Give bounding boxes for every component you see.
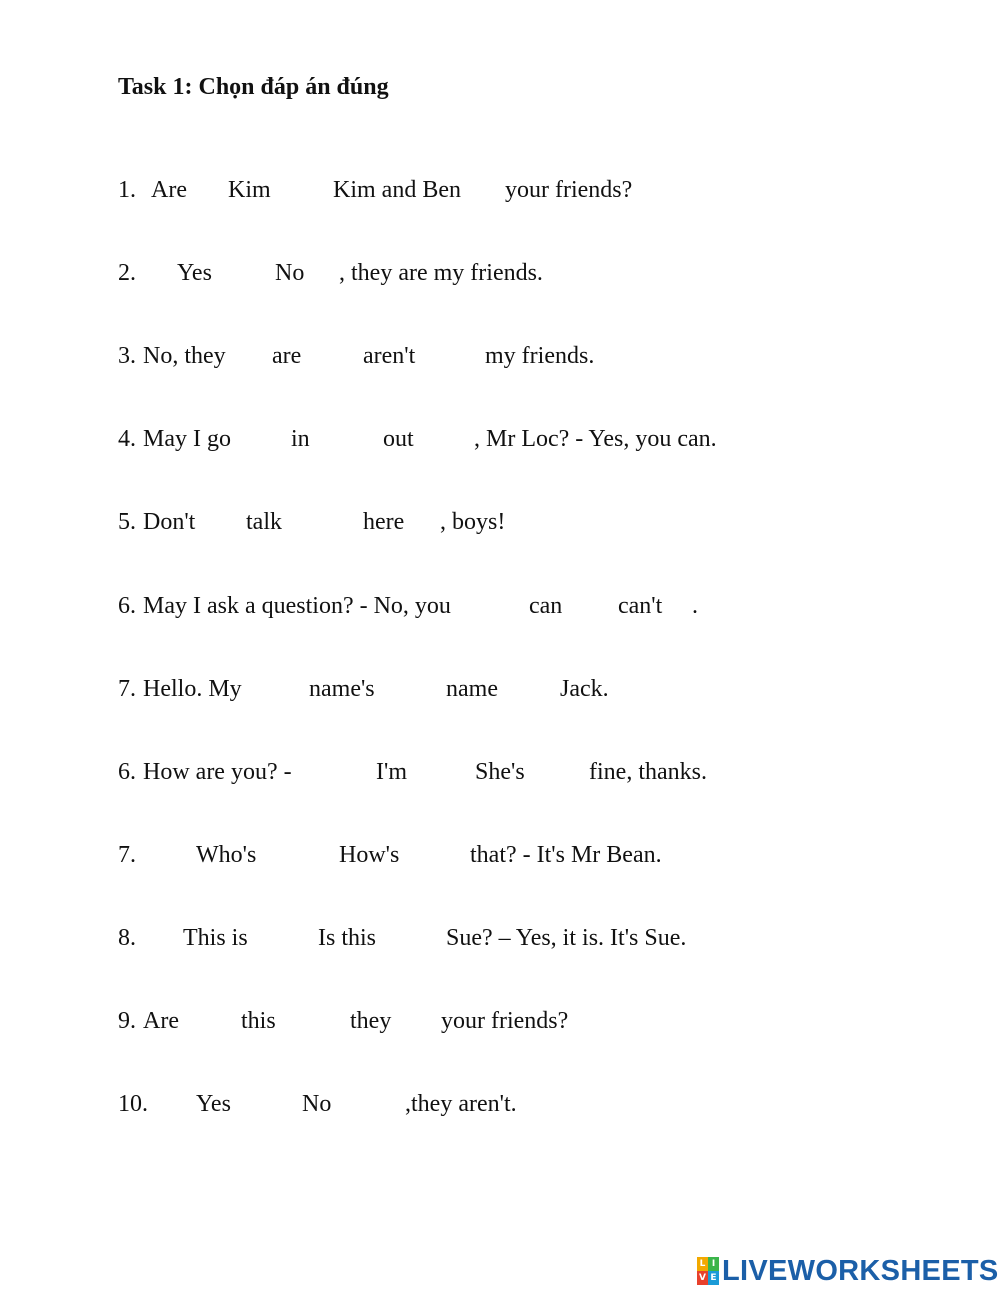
question-number: 6. [118,759,136,785]
question-number: 10. [118,1091,148,1117]
question-5 [0,505,1000,539]
logo-mark-square: V [697,1271,708,1285]
option-2[interactable]: they [350,1008,392,1034]
liveworksheets-logo-mark [697,1257,719,1285]
question-number: 3. [118,343,136,369]
question-2 [0,256,1000,290]
question-prefix: No, they [143,343,226,369]
liveworksheets-logo [697,1254,999,1288]
option-2[interactable]: She's [475,759,525,785]
option-2[interactable]: No [275,260,305,286]
option-2[interactable]: here [363,509,405,535]
question-prefix: Don't [143,509,196,535]
question-suffix: ,they aren't. [405,1091,517,1117]
question-suffix: Jack. [560,676,609,702]
question-number: 8. [118,925,136,951]
option-2[interactable]: name [446,676,498,702]
option-1[interactable]: this [241,1008,276,1034]
question-7 [0,672,1000,706]
question-number: 6. [118,593,136,619]
question-9 [0,838,1000,872]
question-8 [0,755,1000,789]
question-number: 2. [118,260,136,286]
question-number: 9. [118,1008,136,1034]
question-number: 4. [118,426,136,452]
option-2[interactable]: aren't [363,343,416,369]
option-1[interactable]: are [272,343,302,369]
option-1[interactable]: I'm [376,759,407,785]
question-4 [0,422,1000,456]
option-1[interactable]: This is [183,925,248,951]
option-2[interactable]: No [302,1091,332,1117]
option-2[interactable]: can't [618,593,663,619]
question-number: 1. [118,177,136,203]
question-prefix: Are [151,177,187,203]
question-suffix: . [692,593,698,619]
question-suffix: my friends. [485,343,595,369]
question-6 [0,589,1000,623]
question-prefix: May I go [143,426,231,452]
question-suffix: , boys! [440,509,506,535]
option-1[interactable]: Yes [177,260,212,286]
option-1[interactable]: talk [246,509,282,535]
question-suffix: your friends? [505,177,633,203]
question-number: 7. [118,842,136,868]
option-1[interactable]: Kim [228,177,271,203]
question-number: 7. [118,676,136,702]
worksheet-title: Task 1: Chọn đáp án đúng [118,74,389,100]
question-suffix: , Mr Loc? - Yes, you can. [474,426,717,452]
question-11 [0,1004,1000,1038]
option-1[interactable]: Who's [196,842,257,868]
option-2[interactable]: out [383,426,414,452]
option-1[interactable]: name's [309,676,375,702]
question-10 [0,921,1000,955]
question-suffix: Sue? – Yes, it is. It's Sue. [446,925,687,951]
question-suffix: fine, thanks. [589,759,707,785]
logo-mark-square: L [697,1257,708,1271]
logo-text: LIVEWORKSHEETS [722,1254,999,1287]
question-prefix: Hello. My [143,676,242,702]
option-1[interactable]: can [529,593,563,619]
option-1[interactable]: Yes [196,1091,231,1117]
question-suffix: that? - It's Mr Bean. [470,842,662,868]
question-number: 5. [118,509,136,535]
question-3 [0,339,1000,373]
question-prefix: Are [143,1008,179,1034]
question-suffix: your friends? [441,1008,569,1034]
question-prefix: How are you? - [143,759,292,785]
logo-mark-square: E [708,1271,719,1285]
logo-mark-square: I [708,1257,719,1271]
option-2[interactable]: How's [339,842,400,868]
option-1[interactable]: in [291,426,310,452]
option-2[interactable]: Is this [318,925,377,951]
question-12 [0,1087,1000,1121]
question-suffix: , they are my friends. [339,260,543,286]
question-1 [0,173,1000,207]
question-prefix: May I ask a question? - No, you [143,593,451,619]
option-2[interactable]: Kim and Ben [333,177,461,203]
